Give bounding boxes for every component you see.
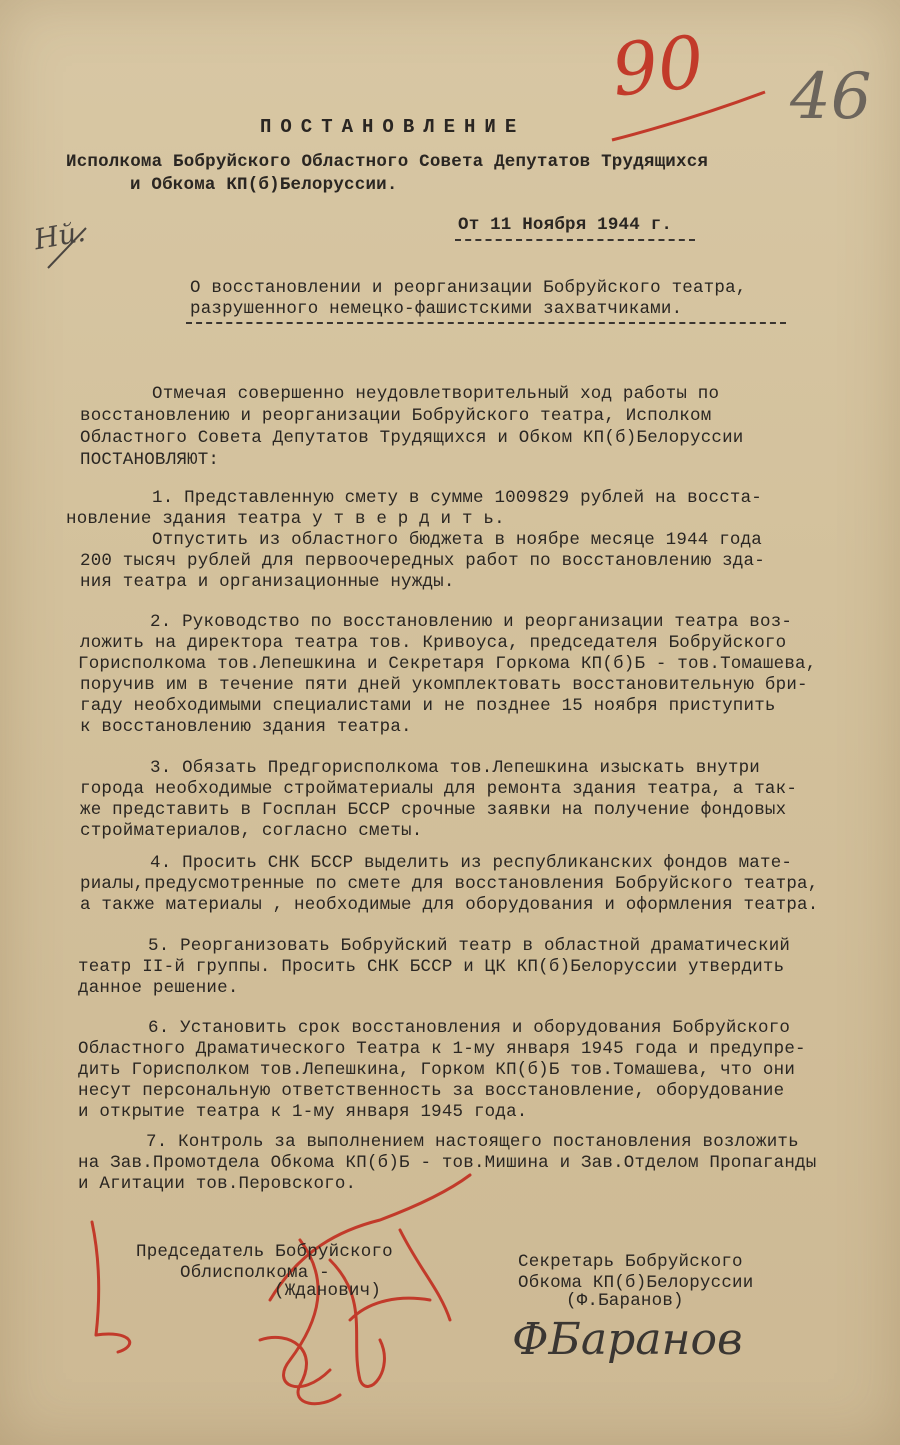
signature-right-line: (Ф.Баранов) bbox=[566, 1291, 684, 1311]
handwritten-signature-right: ФБаранов bbox=[512, 1314, 743, 1365]
archive-folio-pencil: 46 bbox=[790, 60, 872, 134]
archive-folio-red: 90 bbox=[607, 19, 708, 113]
paragraph-line: же представить в Госплан БССР срочные заявки на получение фондовых bbox=[80, 800, 787, 820]
document-title: ПОСТАНОВЛЕНИЕ bbox=[260, 116, 526, 138]
paragraph-line: поручив им в течение пяти дней укомплектовать восстановительную бри- bbox=[80, 675, 808, 695]
signature-left-line: (Жданович) bbox=[274, 1281, 382, 1301]
paragraph-line: 3. Обязать Предгорисполкома тов.Лепешкина изыскать внутри bbox=[150, 758, 760, 778]
document-date: От 11 Ноября 1944 г. bbox=[458, 215, 673, 235]
paragraph-line: театр II-й группы. Просить СНК БССР и ЦК КП(б)Белоруссии утвердить bbox=[78, 957, 785, 977]
paragraph-line: стройматериалов, согласно сметы. bbox=[80, 821, 423, 841]
subject-line-1: О восстановлении и реорганизации Бобруйского театра, bbox=[190, 278, 747, 298]
paragraph-line: к восстановлению здания театра. bbox=[80, 717, 412, 737]
paragraph-line: гаду необходимыми специалистами и не позднее 15 ноября приступить bbox=[80, 696, 776, 716]
signature-right-line: Обкома КП(б)Белоруссии bbox=[518, 1273, 754, 1293]
paragraph-line: дить Горисполком тов.Лепешкина, Горком КП(б)Б тов.Томашева, что они bbox=[78, 1060, 796, 1080]
paragraph-line: города необходимые стройматериалы для ремонта здания театра, а так- bbox=[80, 779, 798, 799]
paragraph-line: ния театра и организационные нужды. bbox=[80, 572, 455, 592]
preamble-line-3: Областного Совета Депутатов Трудящихся и Обком КП(б)Белоруссии bbox=[80, 428, 744, 448]
issuer-line-2: и Обкома КП(б)Белоруссии. bbox=[130, 175, 398, 195]
paragraph-line: на Зав.Промотдела Обкома КП(б)Б - тов.Мишина и Зав.Отделом Пропаганды bbox=[78, 1153, 817, 1173]
preamble-line-1: Отмечая совершенно неудовлетворительный ход работы по bbox=[152, 384, 720, 404]
paragraph-line: несут персональную ответственность за восстановление, оборудование bbox=[78, 1081, 785, 1101]
paragraph-line: и Агитации тов.Перовского. bbox=[78, 1174, 357, 1194]
paragraph-line: 7. Контроль за выполнением настоящего постановления возложить bbox=[146, 1132, 799, 1152]
signature-left-line: Председатель Бобруйского bbox=[136, 1242, 393, 1262]
paragraph-line: Горисполкома тов.Лепешкина и Секретаря Горкома КП(б)Б - тов.Томашева, bbox=[78, 654, 817, 674]
paragraph-line: а также материалы , необходимые для оборудования и оформления театра. bbox=[80, 895, 819, 915]
subject-line-2: разрушенного немецко-фашистскими захватчиками. bbox=[190, 299, 683, 319]
margin-note: Hй. bbox=[31, 214, 88, 257]
paragraph-line: и открытие театра к 1-му января 1945 года. bbox=[78, 1102, 528, 1122]
paragraph-line: 1. Представленную смету в сумме 1009829 рублей на восста- bbox=[152, 488, 762, 508]
paragraph-line: 2. Руководство по восстановлению и реорганизации театра воз- bbox=[150, 612, 793, 632]
paragraph-line: 4. Просить СНК БССР выделить из республиканских фондов мате- bbox=[150, 853, 793, 873]
paragraph-line: ложить на директора театра тов. Кривоуса, председателя Бобруйского bbox=[80, 633, 787, 653]
paragraph-line: риалы,предусмотренные по смете для восстановления Бобруйского театра, bbox=[80, 874, 819, 894]
paragraph-line: данное решение. bbox=[78, 978, 239, 998]
issuer-line-1: Исполкома Бобруйского Областного Совета Депутатов Трудящихся bbox=[66, 152, 709, 172]
paragraph-line: Отпустить из областного бюджета в ноябре месяце 1944 года bbox=[152, 530, 762, 550]
paragraph-line: 6. Установить срок восстановления и оборудования Бобруйского bbox=[148, 1018, 791, 1038]
preamble-line-2: восстановлению и реорганизации Бобруйского театра, Исполком bbox=[80, 406, 712, 426]
paragraph-line: Областного Драматического Театра к 1-му января 1945 года и предупре- bbox=[78, 1039, 806, 1059]
signature-right-line: Секретарь Бобруйского bbox=[518, 1252, 743, 1272]
paragraph-line: 5. Реорганизовать Бобруйский театр в областной драматический bbox=[148, 936, 791, 956]
paragraph-line: новление здания театра у т в е р д и т ь. bbox=[66, 509, 505, 529]
paragraph-line: 200 тысяч рублей для первоочередных работ по восстановлению зда- bbox=[80, 551, 765, 571]
preamble-line-4: ПОСТАНОВЛЯЮТ: bbox=[80, 450, 220, 470]
signature-left-line: Облисполкома - bbox=[180, 1263, 330, 1283]
